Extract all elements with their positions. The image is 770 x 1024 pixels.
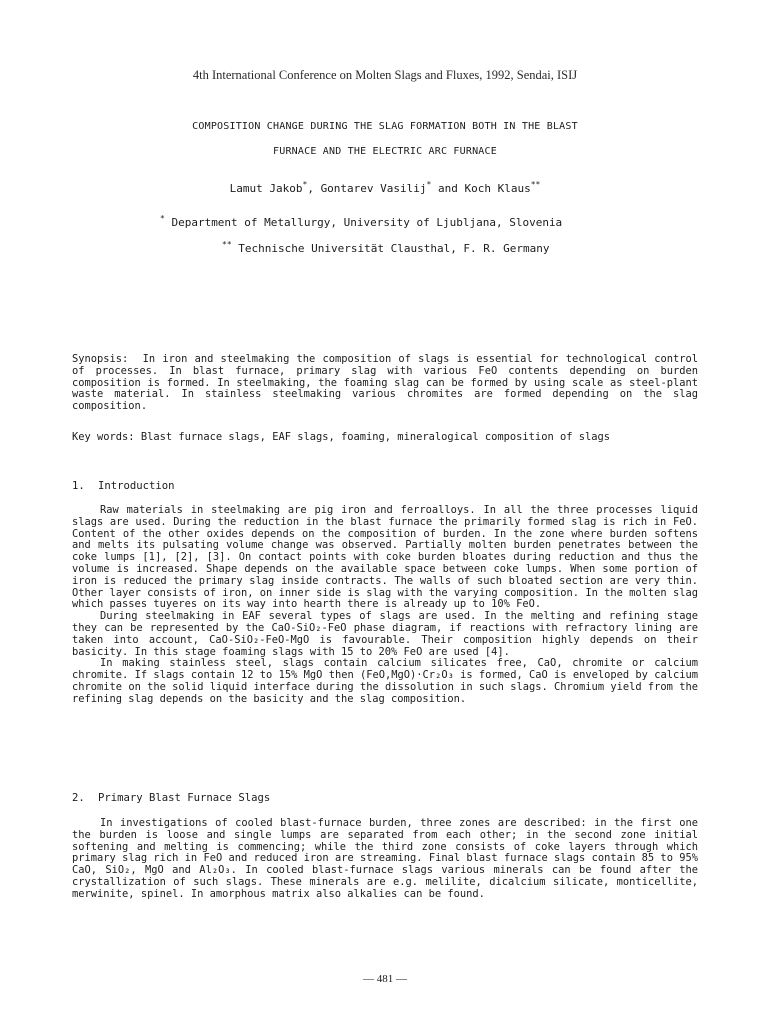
affiliation-1-mark: * <box>160 214 165 223</box>
conference-header: 4th International Conference on Molten Slags and Fluxes, 1992, Sendai, ISIJ <box>192 68 578 82</box>
affiliation-1 <box>160 214 562 229</box>
author-3-mark: ** <box>530 180 541 189</box>
author-2-mark: * <box>426 180 432 189</box>
section-2-title: Primary Blast Furnace Slags <box>98 792 271 804</box>
keywords-label: Key words: <box>72 431 135 443</box>
synopsis-text: In iron and steelmaking the composition of slags is essential for technological control of processes. In blast furnace, primary slag with various FeO contents depending on burden composition is formed. In steelmaking, the foaming slag can be formed by using scale as steel-plant waste material. In stainless steelmaking various chromites are formed depending on the slag composition. <box>72 353 698 413</box>
section-2-body <box>72 818 698 901</box>
paper-title-line-1: COMPOSITION CHANGE DURING THE SLAG FORMATION BOTH IN THE BLAST <box>192 121 578 132</box>
section-1-title: Introduction <box>98 480 175 492</box>
section-2-number: 2. <box>72 792 85 804</box>
section-1-heading <box>72 481 698 493</box>
author-separator-2: and <box>431 182 465 195</box>
author-1-mark: * <box>302 180 308 189</box>
section-2-heading <box>72 793 698 805</box>
author-separator-1: , <box>307 182 321 195</box>
section-1-paragraph-1: Raw materials in steelmaking are pig iron and ferroalloys. In all the three processes liquid slags are used. During the reduction in the blast furnace the primarily formed slag is rich in FeO. Content of the other oxides depends on the composition of burden. In the zone where burden softens and melts its pulsating volume change was observed. Partially molten burden penetrates between the coke lumps [1], [2], [3]. On contact points with coke burden bloates during reduction and thus the volume is increased. Shape depends on the available space between coke lumps. When some portion of iron is reduced the primary slag inside contracts. The walls of such bloated section are very thin. Other layer consists of iron, on inner side is slag with the varying composition. In the molten slag which passes tuyeres on its way into hearth there is already up to 10% FeO. <box>72 504 698 611</box>
section-1-paragraph-2: During steelmaking in EAF several types of slags are used. In the melting and refining stage they can be represented by the CaO-SiO₂-FeO phase diagram, if reactions with refractory lining are taken into account, CaO-SiO₂-FeO-MgO is favourable. Their composition highly depends on their basicity. In this stage foaming slags with 15 to 20% FeO are used [4]. <box>72 610 698 658</box>
paper-title-line-2: FURNACE AND THE ELECTRIC ARC FURNACE <box>273 146 497 157</box>
keywords-text: Blast furnace slags, EAF slags, foaming, mineralogical composition of slags <box>140 431 611 443</box>
section-1-body <box>72 505 698 706</box>
author-1: Lamut Jakob <box>229 182 303 195</box>
synopsis <box>72 354 698 413</box>
section-1-number: 1. <box>72 480 85 492</box>
section-1-paragraph-3: In making stainless steel, slags contain calcium silicates free, CaO, chromite or calcium chromite. If slags contain 12 to 15% MgO then (FeO,MgO)·Cr₂O₃ is formed, CaO is enveloped by calcium chromite on the solid liquid interface during the dissolution in such slags. Chromium yield from the refining slag depends on the basicity and the slag composition. <box>72 657 698 705</box>
affiliation-2-mark: ** <box>222 240 232 249</box>
page-number: — 481 — <box>363 973 407 985</box>
synopsis-label: Synopsis: <box>72 353 129 365</box>
affiliation-2 <box>222 240 550 255</box>
author-3: Koch Klaus <box>464 182 531 195</box>
affiliation-2-text: Technische Universität Clausthal, F. R. Germany <box>238 242 550 255</box>
author-2: Gontarev Vasilij <box>320 182 427 195</box>
section-2-paragraph-1: In investigations of cooled blast-furnace burden, three zones are described: in the first one the burden is loose and single lumps are separated from each other; in the second zone initial softening and melting is commencing; while the third zone consists of coke layers through which primary slag rich in FeO and reduced iron are streaming. Final blast furnace slags contain 85 to 95% CaO, SiO₂, MgO and Al₂O₃. In cooled blast-furnace slags various minerals can be found after the crystallization of such slags. These minerals are e.g. melilite, dicalcium silicate, monticellite, merwinite, spinel. In amorphous matrix also alkalies can be found. <box>72 817 698 900</box>
affiliation-1-text: Department of Metallurgy, University of Ljubljana, Slovenia <box>171 216 563 229</box>
keywords <box>72 432 698 444</box>
author-list <box>0 180 770 195</box>
